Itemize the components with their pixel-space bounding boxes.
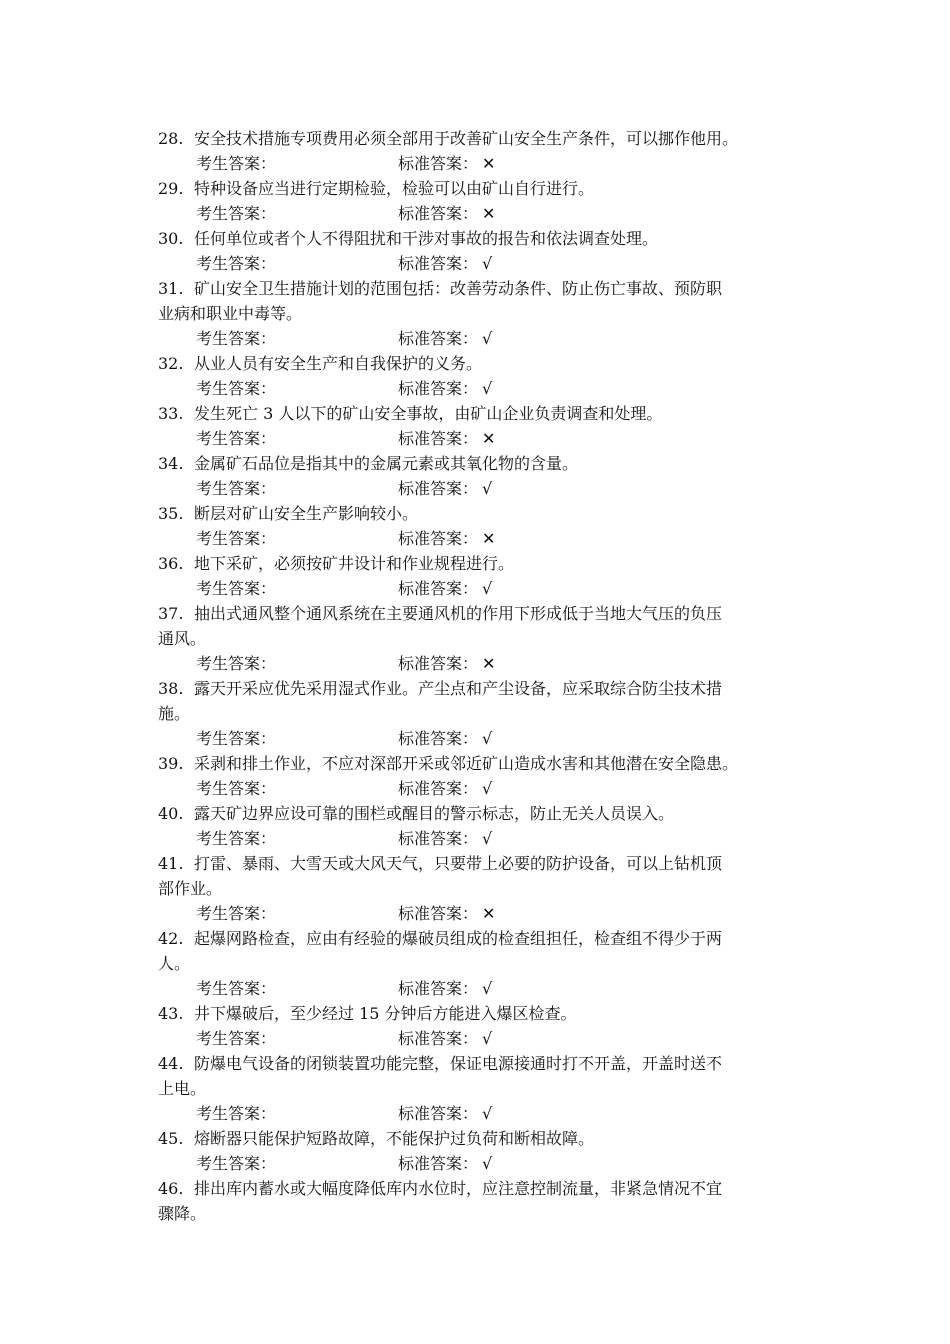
check-mark-icon: √ xyxy=(482,254,493,273)
student-answer-label: 考生答案： xyxy=(196,154,277,173)
question-item xyxy=(0,1126,950,1176)
question-item xyxy=(0,176,950,226)
cross-mark-icon: ✕ xyxy=(482,154,496,173)
answer-line xyxy=(0,651,950,676)
question-text: 施。 xyxy=(158,704,191,723)
question-item xyxy=(0,1051,950,1126)
student-answer-label: 考生答案： xyxy=(196,204,277,223)
question-number: 34. xyxy=(158,454,184,473)
standard-answer xyxy=(398,976,492,1001)
standard-answer xyxy=(398,326,492,351)
standard-answer xyxy=(398,901,495,926)
student-answer-label: 考生答案： xyxy=(196,379,277,398)
question-text: 上电。 xyxy=(158,1079,207,1098)
student-answer-label: 考生答案： xyxy=(196,979,277,998)
question-text: 井下爆破后，至少经过 15 分钟后方能进入爆区检查。 xyxy=(194,1004,577,1023)
standard-answer-label: 标准答案： xyxy=(398,979,479,998)
question-number: 33. xyxy=(158,404,184,423)
question-item xyxy=(0,851,950,926)
question-item xyxy=(0,601,950,676)
standard-answer-label: 标准答案： xyxy=(398,329,479,348)
answer-line xyxy=(0,826,950,851)
question-text: 地下采矿，必须按矿井设计和作业规程进行。 xyxy=(194,554,515,573)
question-line xyxy=(0,676,950,701)
question-line xyxy=(0,1176,950,1201)
student-answer-label: 考生答案： xyxy=(196,779,277,798)
answer-line xyxy=(0,576,950,601)
answer-line xyxy=(0,201,950,226)
question-line xyxy=(0,851,950,876)
question-number: 38. xyxy=(158,679,184,698)
question-text: 任何单位或者个人不得阻扰和干涉对事故的报告和依法调查处理。 xyxy=(194,229,659,248)
answer-line xyxy=(0,776,950,801)
standard-answer-label: 标准答案： xyxy=(398,654,479,673)
standard-answer-label: 标准答案： xyxy=(398,829,479,848)
question-text: 发生死亡 3 人以下的矿山安全事故，由矿山企业负责调查和处理。 xyxy=(194,404,663,423)
question-continuation xyxy=(0,1076,950,1101)
check-mark-icon: √ xyxy=(482,829,493,848)
standard-answer xyxy=(398,151,495,176)
standard-answer-label: 标准答案： xyxy=(398,1104,479,1123)
question-text: 抽出式通风整个通风系统在主要通风机的作用下形成低于当地大气压的负压 xyxy=(194,604,723,623)
answer-line xyxy=(0,976,950,1001)
answer-line xyxy=(0,1101,950,1126)
check-mark-icon: √ xyxy=(482,329,493,348)
check-mark-icon: √ xyxy=(482,779,493,798)
question-line xyxy=(0,401,950,426)
question-continuation xyxy=(0,876,950,901)
question-continuation xyxy=(0,301,950,326)
standard-answer xyxy=(398,1101,492,1126)
question-line xyxy=(0,276,950,301)
standard-answer-label: 标准答案： xyxy=(398,779,479,798)
student-answer-label: 考生答案： xyxy=(196,1104,277,1123)
question-line xyxy=(0,351,950,376)
question-text: 起爆网路检查，应由有经验的爆破员组成的检查组担任，检查组不得少于两 xyxy=(194,929,723,948)
question-number: 43. xyxy=(158,1004,184,1023)
question-item xyxy=(0,126,950,176)
question-text: 露天矿边界应设可靠的围栏或醒目的警示标志，防止无关人员误入。 xyxy=(194,804,675,823)
question-continuation xyxy=(0,626,950,651)
question-text: 采剥和排土作业，不应对深部开采或邻近矿山造成水害和其他潜在安全隐患。 xyxy=(194,754,739,773)
check-mark-icon: √ xyxy=(482,1029,493,1048)
student-answer-label: 考生答案： xyxy=(196,254,277,273)
question-line xyxy=(0,1051,950,1076)
standard-answer-label: 标准答案： xyxy=(398,254,479,273)
standard-answer xyxy=(398,1151,492,1176)
question-number: 40. xyxy=(158,804,184,823)
answer-line xyxy=(0,1026,950,1051)
question-item xyxy=(0,751,950,801)
question-number: 31. xyxy=(158,279,184,298)
question-text: 特种设备应当进行定期检验，检验可以由矿山自行进行。 xyxy=(194,179,595,198)
question-number: 35. xyxy=(158,504,184,523)
standard-answer-label: 标准答案： xyxy=(398,204,479,223)
question-number: 29. xyxy=(158,179,184,198)
check-mark-icon: √ xyxy=(482,379,493,398)
standard-answer-label: 标准答案： xyxy=(398,729,479,748)
question-line xyxy=(0,751,950,776)
question-number: 45. xyxy=(158,1129,184,1148)
student-answer-label: 考生答案： xyxy=(196,829,277,848)
student-answer-label: 考生答案： xyxy=(196,1029,277,1048)
question-line xyxy=(0,551,950,576)
standard-answer xyxy=(398,526,495,551)
answer-line xyxy=(0,326,950,351)
answer-line xyxy=(0,1151,950,1176)
question-line xyxy=(0,1001,950,1026)
check-mark-icon: √ xyxy=(482,729,493,748)
question-line xyxy=(0,226,950,251)
question-item xyxy=(0,351,950,401)
answer-line xyxy=(0,726,950,751)
standard-answer xyxy=(398,201,495,226)
question-line xyxy=(0,1126,950,1151)
standard-answer xyxy=(398,426,495,451)
question-number: 36. xyxy=(158,554,184,573)
student-answer-label: 考生答案： xyxy=(196,654,277,673)
question-text: 部作业。 xyxy=(158,879,223,898)
check-mark-icon: √ xyxy=(482,1104,493,1123)
question-text: 业病和职业中毒等。 xyxy=(158,304,303,323)
question-line xyxy=(0,451,950,476)
answer-line xyxy=(0,376,950,401)
standard-answer-label: 标准答案： xyxy=(398,1154,479,1173)
question-item xyxy=(0,1001,950,1051)
standard-answer-label: 标准答案： xyxy=(398,1029,479,1048)
question-text: 矿山安全卫生措施计划的范围包括：改善劳动条件、防止伤亡事故、预防职 xyxy=(194,279,723,298)
standard-answer xyxy=(398,251,492,276)
standard-answer-label: 标准答案： xyxy=(398,479,479,498)
student-answer-label: 考生答案： xyxy=(196,579,277,598)
question-number: 42. xyxy=(158,929,184,948)
student-answer-label: 考生答案： xyxy=(196,479,277,498)
question-number: 46. xyxy=(158,1179,184,1198)
answer-line xyxy=(0,526,950,551)
standard-answer xyxy=(398,651,495,676)
standard-answer xyxy=(398,726,492,751)
check-mark-icon: √ xyxy=(482,1154,493,1173)
answer-line xyxy=(0,901,950,926)
question-text: 断层对矿山安全生产影响较小。 xyxy=(194,504,419,523)
student-answer-label: 考生答案： xyxy=(196,1154,277,1173)
question-text: 露天开采应优先采用湿式作业。产尘点和产尘设备，应采取综合防尘技术措 xyxy=(194,679,723,698)
question-continuation xyxy=(0,951,950,976)
standard-answer xyxy=(398,1026,492,1051)
cross-mark-icon: ✕ xyxy=(482,429,496,448)
cross-mark-icon: ✕ xyxy=(482,204,496,223)
question-item xyxy=(0,551,950,601)
question-number: 32. xyxy=(158,354,184,373)
student-answer-label: 考生答案： xyxy=(196,329,277,348)
question-number: 30. xyxy=(158,229,184,248)
question-line xyxy=(0,176,950,201)
question-line xyxy=(0,126,950,151)
question-item xyxy=(0,1176,950,1226)
question-line xyxy=(0,501,950,526)
question-item xyxy=(0,676,950,751)
question-continuation xyxy=(0,1201,950,1226)
question-text: 从业人员有安全生产和自我保护的义务。 xyxy=(194,354,483,373)
question-text: 熔断器只能保护短路故障，不能保护过负荷和断相故障。 xyxy=(194,1129,595,1148)
standard-answer-label: 标准答案： xyxy=(398,904,479,923)
standard-answer-label: 标准答案： xyxy=(398,379,479,398)
standard-answer xyxy=(398,826,492,851)
check-mark-icon: √ xyxy=(482,579,493,598)
question-item xyxy=(0,926,950,1001)
question-text: 排出库内蓄水或大幅度降低库内水位时，应注意控制流量，非紧急情况不宜 xyxy=(194,1179,723,1198)
question-text: 骤降。 xyxy=(158,1204,207,1223)
student-answer-label: 考生答案： xyxy=(196,904,277,923)
question-number: 39. xyxy=(158,754,184,773)
student-answer-label: 考生答案： xyxy=(196,729,277,748)
answer-line xyxy=(0,476,950,501)
standard-answer xyxy=(398,776,492,801)
student-answer-label: 考生答案： xyxy=(196,429,277,448)
question-number: 37. xyxy=(158,604,184,623)
question-number: 44. xyxy=(158,1054,184,1073)
standard-answer-label: 标准答案： xyxy=(398,529,479,548)
student-answer-label: 考生答案： xyxy=(196,529,277,548)
question-text: 人。 xyxy=(158,954,191,973)
check-mark-icon: √ xyxy=(482,979,493,998)
standard-answer xyxy=(398,376,492,401)
check-mark-icon: √ xyxy=(482,479,493,498)
answer-line xyxy=(0,426,950,451)
standard-answer xyxy=(398,576,492,601)
question-item xyxy=(0,501,950,551)
standard-answer-label: 标准答案： xyxy=(398,579,479,598)
question-number: 28. xyxy=(158,129,184,148)
question-text: 防爆电气设备的闭锁装置功能完整，保证电源接通时打不开盖，开盖时送不 xyxy=(194,1054,723,1073)
question-item xyxy=(0,401,950,451)
question-item xyxy=(0,226,950,276)
cross-mark-icon: ✕ xyxy=(482,654,496,673)
standard-answer-label: 标准答案： xyxy=(398,154,479,173)
question-item xyxy=(0,801,950,851)
cross-mark-icon: ✕ xyxy=(482,529,496,548)
question-text: 通风。 xyxy=(158,629,207,648)
standard-answer-label: 标准答案： xyxy=(398,429,479,448)
question-line xyxy=(0,926,950,951)
question-number: 41. xyxy=(158,854,184,873)
question-item xyxy=(0,276,950,351)
standard-answer xyxy=(398,476,492,501)
question-continuation xyxy=(0,701,950,726)
question-text: 安全技术措施专项费用必须全部用于改善矿山安全生产条件，可以挪作他用。 xyxy=(194,129,739,148)
answer-line xyxy=(0,151,950,176)
question-text: 打雷、暴雨、大雪天或大风天气，只要带上必要的防护设备，可以上钻机顶 xyxy=(194,854,723,873)
question-text: 金属矿石品位是指其中的金属元素或其氧化物的含量。 xyxy=(194,454,579,473)
document-page xyxy=(0,126,950,1226)
cross-mark-icon: ✕ xyxy=(482,904,496,923)
question-line xyxy=(0,601,950,626)
question-line xyxy=(0,801,950,826)
answer-line xyxy=(0,251,950,276)
question-item xyxy=(0,451,950,501)
